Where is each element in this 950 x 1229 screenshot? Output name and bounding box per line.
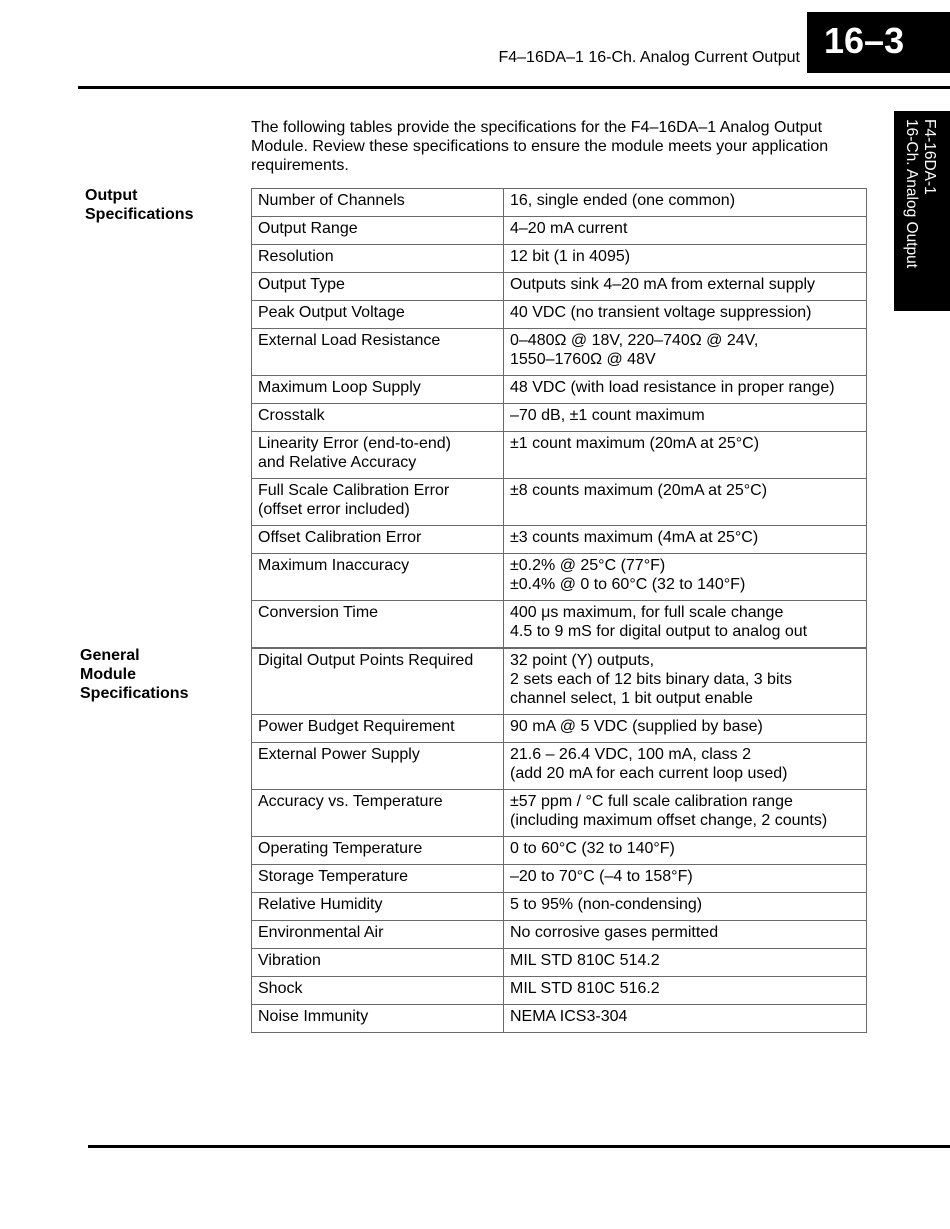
spec-value: ±57 ppm / °C full scale calibration range (including maximum offset change, 2 counts) — [504, 790, 867, 837]
spec-row — [252, 245, 867, 273]
spec-value: –20 to 70°C (–4 to 158°F) — [504, 865, 867, 893]
footer-divider — [88, 1145, 950, 1148]
intro-paragraph: The following tables provide the specifications for the F4–16DA–1 Analog Output Module. Review these specifications to ensure the module meets your application requirements. — [251, 119, 829, 174]
spec-value: 400 μs maximum, for full scale change 4.5 to 9 mS for digital output to analog out — [504, 601, 867, 648]
spec-value: ±1 count maximum (20mA at 25°C) — [504, 432, 867, 479]
spec-row — [252, 790, 867, 837]
spec-value: MIL STD 810C 516.2 — [504, 977, 867, 1005]
spec-value: 21.6 – 26.4 VDC, 100 mA, class 2 (add 20 mA for each current loop used) — [504, 743, 867, 790]
spec-row — [252, 189, 867, 217]
spec-value: ±0.2% @ 25°C (77°F) ±0.4% @ 0 to 60°C (32 to 140°F) — [504, 554, 867, 601]
spec-row — [252, 404, 867, 432]
spec-name: Full Scale Calibration Error (offset error included) — [252, 479, 504, 526]
spec-row — [252, 649, 867, 715]
spec-name: Crosstalk — [252, 404, 504, 432]
spec-value: 40 VDC (no transient voltage suppression) — [504, 301, 867, 329]
side-tab-line-1: F4-16DA-1 — [921, 119, 938, 195]
spec-row — [252, 1005, 867, 1033]
chapter-side-tab — [894, 111, 950, 311]
spec-value: 5 to 95% (non-condensing) — [504, 893, 867, 921]
spec-value: 12 bit (1 in 4095) — [504, 245, 867, 273]
spec-row — [252, 217, 867, 245]
spec-row — [252, 376, 867, 404]
spec-row — [252, 893, 867, 921]
spec-value: ±8 counts maximum (20mA at 25°C) — [504, 479, 867, 526]
spec-name: Peak Output Voltage — [252, 301, 504, 329]
spec-name: Offset Calibration Error — [252, 526, 504, 554]
spec-row — [252, 526, 867, 554]
spec-name: Resolution — [252, 245, 504, 273]
general-specs-table — [251, 648, 867, 1033]
spec-row — [252, 479, 867, 526]
spec-name: Conversion Time — [252, 601, 504, 648]
spec-row — [252, 949, 867, 977]
page-number: 16–3 — [807, 12, 950, 73]
spec-row — [252, 715, 867, 743]
spec-value: 16, single ended (one common) — [504, 189, 867, 217]
spec-name: Maximum Inaccuracy — [252, 554, 504, 601]
spec-row — [252, 273, 867, 301]
spec-name: External Power Supply — [252, 743, 504, 790]
spec-value: MIL STD 810C 514.2 — [504, 949, 867, 977]
spec-row — [252, 554, 867, 601]
spec-name: Environmental Air — [252, 921, 504, 949]
spec-value: –70 dB, ±1 count maximum — [504, 404, 867, 432]
spec-name: Linearity Error (end-to-end) and Relative Accuracy — [252, 432, 504, 479]
spec-name: Vibration — [252, 949, 504, 977]
spec-row — [252, 329, 867, 376]
spec-name: Accuracy vs. Temperature — [252, 790, 504, 837]
spec-row — [252, 601, 867, 648]
output-specs-heading: Output Specifications — [85, 187, 194, 223]
side-tab-line-2: 16-Ch. Analog Output — [903, 119, 920, 269]
spec-name: Number of Channels — [252, 189, 504, 217]
spec-value: 4–20 mA current — [504, 217, 867, 245]
spec-row — [252, 432, 867, 479]
spec-value: 90 mA @ 5 VDC (supplied by base) — [504, 715, 867, 743]
spec-value: No corrosive gases permitted — [504, 921, 867, 949]
spec-value: 32 point (Y) outputs, 2 sets each of 12 bits binary data, 3 bits channel select, 1 bit output enable — [504, 649, 867, 715]
spec-name: Maximum Loop Supply — [252, 376, 504, 404]
spec-row — [252, 301, 867, 329]
spec-value: 0 to 60°C (32 to 140°F) — [504, 837, 867, 865]
spec-name: Digital Output Points Required — [252, 649, 504, 715]
spec-row — [252, 977, 867, 1005]
spec-value: ±3 counts maximum (4mA at 25°C) — [504, 526, 867, 554]
spec-name: Operating Temperature — [252, 837, 504, 865]
spec-name: External Load Resistance — [252, 329, 504, 376]
header-divider — [78, 86, 950, 89]
output-specs-table — [251, 188, 867, 648]
spec-name: Shock — [252, 977, 504, 1005]
spec-row — [252, 837, 867, 865]
spec-value: 0–480Ω @ 18V, 220–740Ω @ 24V, 1550–1760Ω @ 48V — [504, 329, 867, 376]
spec-name: Relative Humidity — [252, 893, 504, 921]
spec-name: Noise Immunity — [252, 1005, 504, 1033]
spec-value: 48 VDC (with load resistance in proper range) — [504, 376, 867, 404]
side-tab-text — [902, 119, 938, 268]
header-title: F4–16DA–1 16-Ch. Analog Current Output — [498, 49, 800, 66]
spec-name: Output Type — [252, 273, 504, 301]
spec-row — [252, 865, 867, 893]
spec-name: Storage Temperature — [252, 865, 504, 893]
spec-name: Power Budget Requirement — [252, 715, 504, 743]
spec-row — [252, 743, 867, 790]
general-specs-heading: General Module Specifications — [80, 647, 189, 702]
spec-value: Outputs sink 4–20 mA from external supply — [504, 273, 867, 301]
spec-value: NEMA ICS3-304 — [504, 1005, 867, 1033]
spec-row — [252, 921, 867, 949]
spec-name: Output Range — [252, 217, 504, 245]
